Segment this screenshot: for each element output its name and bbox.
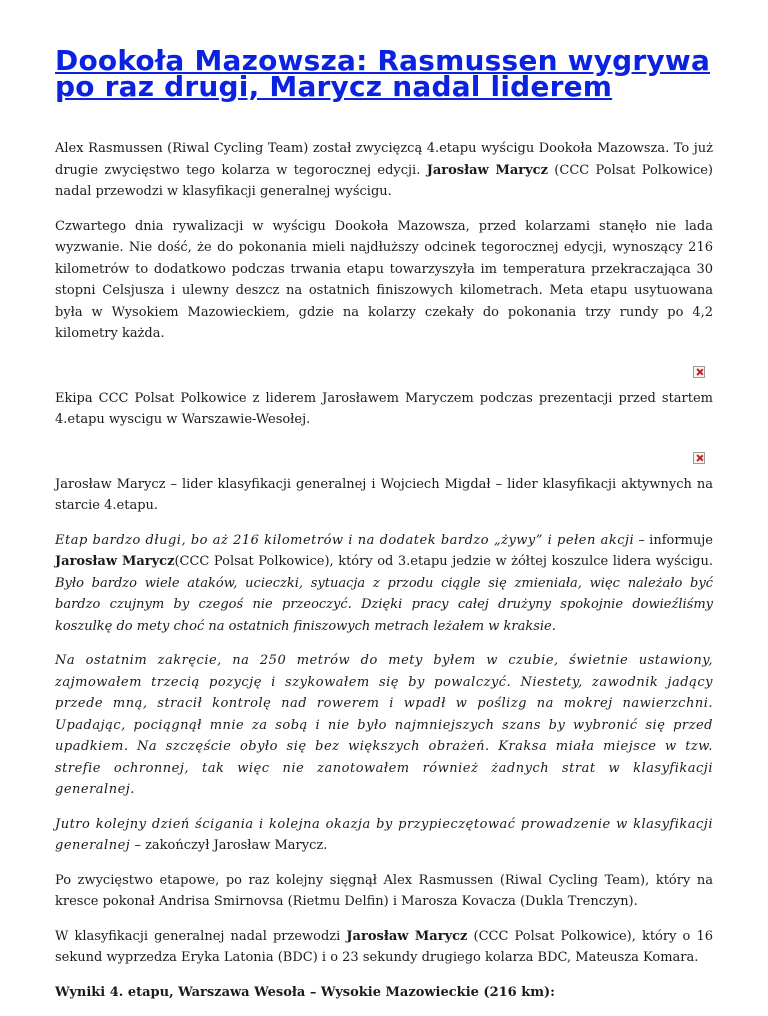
- results-heading: Wyniki 4. etapu, Warszawa Wesoła – Wysokie Mazowieckie (216 km):: [55, 984, 555, 1000]
- quote-attribution: – zakończył Jarosław Marycz.: [130, 838, 328, 853]
- gc-text: W klasyfikacji generalnej nadal przewodzi: [55, 928, 347, 944]
- gc-text-end: (CCC Polsat Polkowice), który o 16 sekund wyprzedza Eryka Latonia (BDC) i o 23 sekundy drugiego kolarza BDC, Mateusza Komara.: [55, 928, 713, 965]
- broken-image-icon: [693, 366, 705, 378]
- paragraph-quote-1: [55, 530, 713, 638]
- quote-text-continued: Było bardzo wiele ataków, ucieczki, sytuacja z przodu ciągle się zmieniała, więc należało być bardzo czujnym by czegoś nie przeoczyć. Dzięki pracy całej drużyny spokojnie dowieźliśmy koszulkę do mety choć na ostatnich finiszowych metrach leżałem w kraksie.: [55, 575, 713, 634]
- page-title: [55, 44, 713, 103]
- quote-team: (CCC Polsat Polkowice), który od 3.etapu jedzie w żółtej koszulce lidera wyścigu.: [174, 554, 713, 569]
- image-caption-2: Jarosław Marycz – lider klasyfikacji generalnej i Wojciech Migdał – lider klasyfikacji aktywnych na starcie 4.etapu.: [55, 476, 713, 513]
- quote-text: Jutro kolejny dzień ścigania i kolejna okazja by przypieczętować prowadzenie w klasyfikacji generalnej: [55, 816, 713, 853]
- image-placeholder-1: [55, 358, 713, 388]
- paragraph-general-classification: [55, 926, 713, 969]
- intro-text-end: (CCC Polsat Polkowice) nadal przewodzi w klasyfikacji generalnej wyścigu.: [55, 162, 713, 199]
- quote-speaker: Jarosław Marycz: [55, 554, 175, 569]
- paragraph-quote-3: [55, 814, 713, 857]
- image-placeholder-2: [55, 444, 713, 474]
- leader-name: Jarosław Marycz: [426, 162, 548, 178]
- paragraph-stage-winner: Po zwycięstwo etapowe, po raz kolejny sięgnął Alex Rasmussen (Riwal Cycling Team), który na kresce pokonał Andrisa Smirnovsa (Rietmu Delfin) i Marosza Kovacza (Dukla Trenczyn).: [55, 872, 713, 909]
- gc-leader-name: Jarosław Marycz: [346, 928, 468, 944]
- broken-image-icon: [693, 452, 705, 464]
- quote-text: Etap bardzo długi, bo aż 216 kilometrów i na dodatek bardzo „żywy” i pełen akcji: [55, 532, 635, 548]
- paragraph-quote-2: Na ostatnim zakręcie, na 250 metrów do mety byłem w czubie, świetnie ustawiony, zajmowałem trzecią pozycję i szykowałem się by powalczyć. Niestety, zawodnik jadący przede mną, stracił kontrolę nad rowerem i wpadł w poślizg na mokrej nawierzchni. Upadając, pociągnął mnie za sobą i nie było najmniejszych szans by wybronić się przed upadkiem. Na szczęście obyło się bez większych obrażeń. Kraksa miała miejsce w tzw. strefie ochronnej, tak więc nie zanotowałem również żadnych strat w klasyfikacji generalnej.: [55, 653, 713, 797]
- paragraph-stage-description: Czwartego dnia rywalizacji w wyścigu Dookoła Mazowsza, przed kolarzami stanęło nie lada wyzwanie. Nie dość, że do pokonania mieli najdłuższy odcinek tegorocznej edycji, wynoszący 216 kilometrów to dodatkowo podczas trwania etapu towarzyszyła im temperatura przekraczająca 30 stopni Celsjusza i ulewny deszcz na ostatnich finiszowych kilometrach. Meta etapu usytuowana była w Wysokiem Mazowieckiem, gdzie na kolarzy czekały do pokonania trzy rundy po 4,2 kilometry każda.: [55, 218, 713, 341]
- quote-attribution: – informuje: [634, 532, 713, 548]
- article: [55, 44, 713, 1016]
- intro-text: Alex Rasmussen (Riwal Cycling Team) został zwycięzcą 4.etapu wyścigu Dookoła Mazowsza. To już drugie zwycięstwo tego kolarza w tegorocznej edycji.: [55, 141, 713, 178]
- image-caption-1: Ekipa CCC Polsat Polkowice z liderem Jarosławem Maryczem podczas prezentacji przed startem 4.etapu wyscigu w Warszawie-Wesołej.: [55, 390, 713, 427]
- title-link[interactable]: Dookoła Mazowsza: Rasmussen wygrywa po raz drugi, Marycz nadal liderem: [55, 44, 711, 103]
- paragraph-intro: [55, 138, 713, 203]
